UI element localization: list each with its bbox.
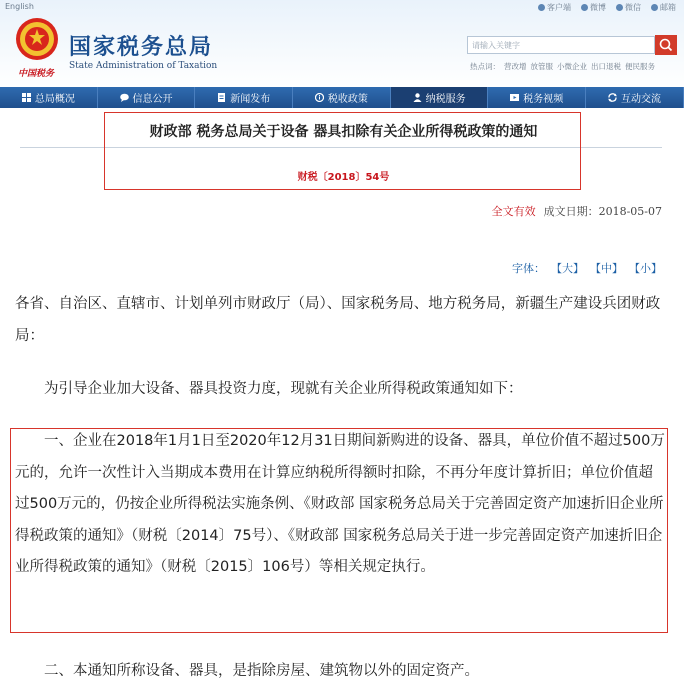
font-size-label: 字体： xyxy=(512,262,545,275)
client-link[interactable]: 客户端 xyxy=(538,2,571,13)
person-icon xyxy=(413,93,422,102)
site-subtitle: State Administration of Taxation xyxy=(69,61,218,71)
paragraph-intro: 为引导企业加大设备、器具投资力度，现就有关企业所得税政策通知如下： xyxy=(44,381,523,397)
nav-item-tax-video[interactable]: 税务视频 xyxy=(488,87,586,108)
refresh-icon xyxy=(608,93,617,102)
hot-word-link[interactable]: 出口退税 xyxy=(591,62,621,71)
hot-word-link[interactable]: 营改增 xyxy=(504,62,527,71)
grid-icon xyxy=(22,93,31,102)
national-emblem-icon xyxy=(14,16,60,62)
nav-item-info-disclosure[interactable]: 信息公开 xyxy=(98,87,196,108)
nav-item-interaction[interactable]: 互动交流 xyxy=(586,87,684,108)
search-button[interactable] xyxy=(655,35,677,55)
nav-item-tax-service[interactable]: 纳税服务 xyxy=(391,87,489,108)
publish-date: 2018-05-07 xyxy=(598,205,662,218)
font-size-switcher xyxy=(512,260,662,276)
mail-link[interactable]: 邮箱 xyxy=(651,2,676,13)
article-meta xyxy=(492,203,662,219)
weibo-link[interactable]: 微博 xyxy=(581,2,606,13)
hot-word-link[interactable]: 便民服务 xyxy=(625,62,655,71)
weibo-icon xyxy=(581,4,588,11)
nav-item-tax-policy[interactable]: 税收政策 xyxy=(293,87,391,108)
top-links xyxy=(538,2,676,13)
font-size-small-button[interactable]: 【小】 xyxy=(629,262,662,275)
chat-icon xyxy=(120,93,129,102)
document-icon xyxy=(217,93,226,102)
article-title: 财政部 税务总局关于设备 器具扣除有关企业所得税政策的通知 xyxy=(149,124,538,140)
phone-icon xyxy=(538,4,545,11)
hot-word-link[interactable]: 小微企业 xyxy=(557,62,587,71)
mail-icon xyxy=(651,4,658,11)
font-size-large-button[interactable]: 【大】 xyxy=(551,262,584,275)
search-input[interactable]: 请输入关键字 xyxy=(467,36,655,54)
search-icon xyxy=(655,35,677,55)
document-number: 财税〔2018〕54号 xyxy=(297,172,390,183)
hot-word-link[interactable]: 放管服 xyxy=(530,62,553,71)
wechat-link[interactable]: 微信 xyxy=(616,2,641,13)
wechat-icon xyxy=(616,4,623,11)
logo-text: 中国税务 xyxy=(18,69,55,79)
paragraph-item-one: 一、企业在2018年1月1日至2020年12月31日期间新购进的设备、器具，单位价值不超过500万元的，允许一次性计入当期成本费用在计算应纳税所得额时扣除，不再分年度计算折旧；单位价值超过500万元的，仍按企业所得税法实施条例、《财政部 国家税务总局关于完善固定资产加速折旧企业所得税政策的通知》（财税〔2014〕75号）、《财政部 国家税务总局关于进一步完善固定资产加速折旧企业所得税政策的通知》（财税〔2015〕106号）等相关规定执行。 xyxy=(15,433,665,575)
nav-item-news[interactable]: 新闻发布 xyxy=(195,87,293,108)
site-header xyxy=(0,0,684,87)
main-nav xyxy=(0,87,684,108)
paragraph-addressees: 各省、自治区、直辖市、计划单列市财政厅（局）、国家税务局、地方税务局，新疆生产建设兵团财政局： xyxy=(15,296,661,344)
paragraph-item-two: 二、本通知所称设备、器具，是指除房屋、建筑物以外的固定资产。 xyxy=(44,663,479,679)
font-size-medium-button[interactable]: 【中】 xyxy=(590,262,623,275)
video-icon xyxy=(510,93,519,102)
date-label: 成文日期： xyxy=(543,205,599,218)
status-badge: 全文有效 xyxy=(491,205,536,218)
title-highlight-box xyxy=(104,112,581,190)
nav-item-overview[interactable]: 总局概况 xyxy=(0,87,98,108)
hot-words: 热点词： 营改增 放管服 小微企业 出口退税 便民服务 xyxy=(470,62,655,71)
english-link[interactable]: English xyxy=(5,2,34,11)
info-icon xyxy=(315,93,324,102)
site-title: 国家税务总局 xyxy=(69,35,214,60)
